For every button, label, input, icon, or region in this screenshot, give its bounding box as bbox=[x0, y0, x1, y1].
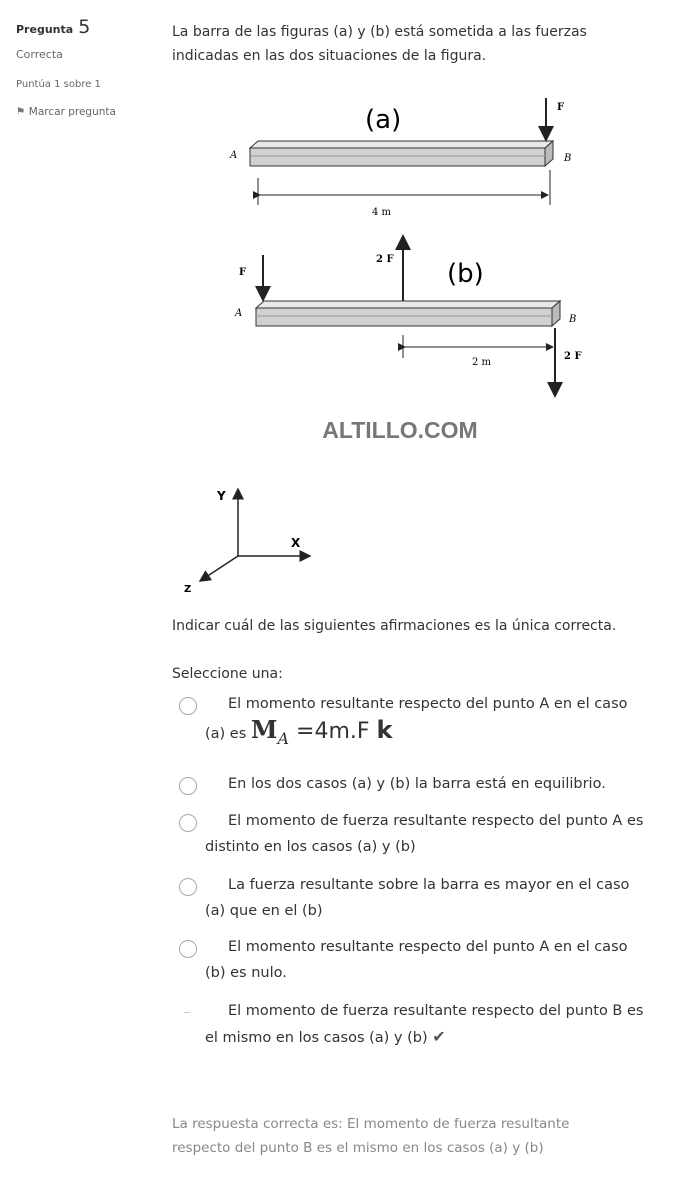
select-label: Seleccione una: bbox=[172, 666, 283, 682]
answer-option-text: El momento resultante respecto del punto A en el caso (b) es nulo. bbox=[205, 939, 628, 981]
radio-button[interactable] bbox=[179, 878, 197, 896]
watermark: ALTILLO.COM bbox=[322, 417, 478, 443]
answer-option-text: La fuerza resultante sobre la barra es mayor en el caso (a) que en el (b) bbox=[205, 877, 630, 919]
question-number: Pregunta 5 bbox=[16, 16, 91, 38]
score: Puntúa 1 sobre 1 bbox=[16, 79, 101, 90]
point-b-label-b: B bbox=[569, 314, 577, 325]
force-label-2F-up: 2 F bbox=[376, 254, 394, 265]
checkmark-icon: ✔ bbox=[432, 1027, 446, 1046]
radio-button[interactable] bbox=[179, 697, 197, 715]
answer-option-text: En los dos casos (a) y (b) la barra está en equilibrio. bbox=[228, 776, 606, 792]
axes-icon bbox=[184, 489, 310, 595]
force-label-F: F bbox=[557, 102, 565, 113]
radio-button-selected[interactable] bbox=[184, 1012, 190, 1013]
point-a-label-b: A bbox=[235, 308, 243, 319]
axis-x-label: X bbox=[291, 536, 301, 550]
radio-button[interactable] bbox=[179, 777, 197, 795]
point-a-label: A bbox=[230, 150, 238, 161]
dimension-b-label: 2 m bbox=[472, 357, 492, 368]
answer-option-text: El momento de fuerza resultante respecto del punto A es distinto en los casos (a) y (b) bbox=[205, 813, 644, 855]
flag-icon: ⚑ bbox=[16, 106, 26, 118]
dimension-a-label: 4 m bbox=[372, 207, 392, 218]
axis-y-label: Y bbox=[217, 489, 226, 503]
prompt: Indicar cuál de las siguientes afirmaciones es la única correcta. bbox=[172, 618, 617, 634]
answer-option-text: El momento de fuerza resultante respecto del punto B es el mismo en los casos (a) y (b) bbox=[205, 1003, 644, 1046]
force-label-2F-down: 2 F bbox=[564, 351, 582, 362]
axis-z-label: Z bbox=[184, 584, 192, 595]
radio-button[interactable] bbox=[179, 814, 197, 832]
bar-a bbox=[250, 141, 553, 166]
point-b-label: B bbox=[564, 153, 572, 164]
formula: $M_A =4m.F$ k bbox=[250, 715, 393, 748]
flag-question-link[interactable]: ⚑ Marcar pregunta bbox=[16, 106, 116, 118]
bar-b bbox=[256, 301, 560, 326]
status: Correcta bbox=[16, 48, 63, 61]
radio-button[interactable] bbox=[179, 940, 197, 958]
force-label-F-b: F bbox=[239, 267, 247, 278]
question-text: La barra de las figuras (a) y (b) está sometida a las fuerzas indicadas en las dos situaciones de la figura. bbox=[172, 24, 587, 64]
correct-answer-feedback: La respuesta correcta es: El momento de fuerza resultante respecto del punto B es el mismo en los casos (a) y (b) bbox=[172, 1116, 570, 1156]
label-b: (b) bbox=[447, 259, 484, 289]
label-a: (a) bbox=[365, 105, 402, 135]
